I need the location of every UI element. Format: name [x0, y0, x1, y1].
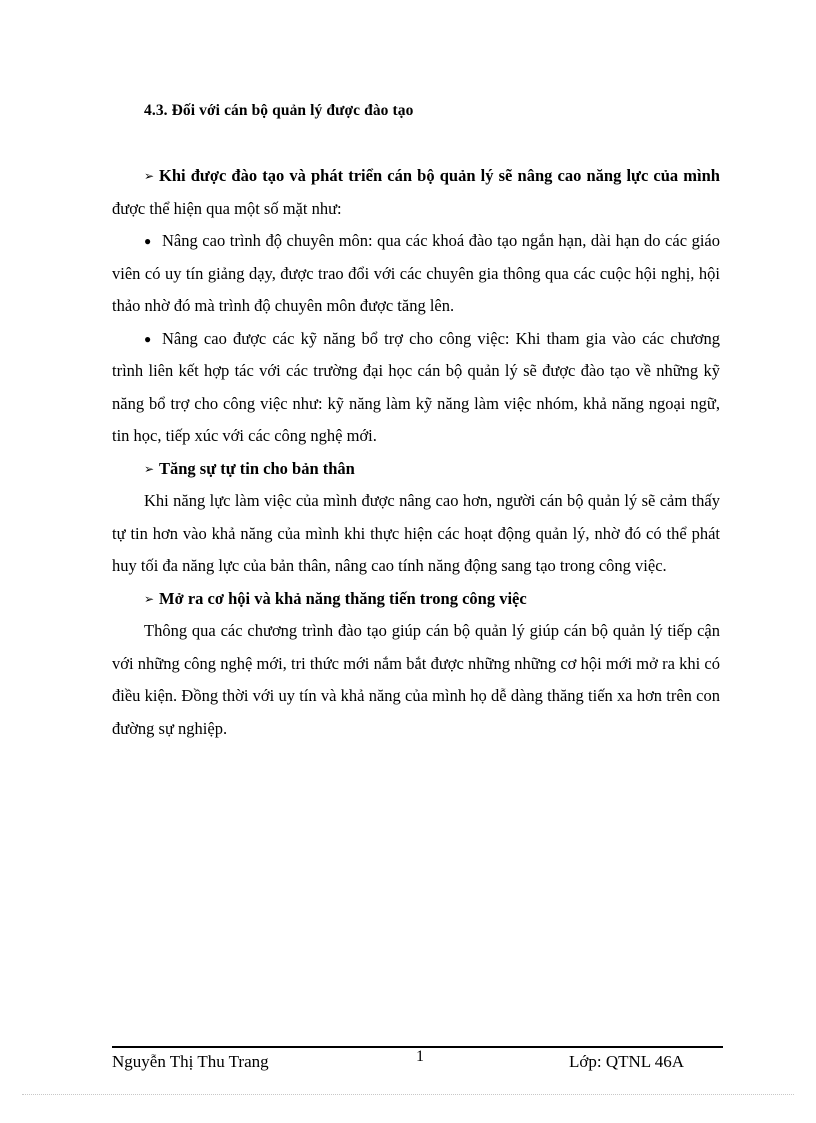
footer-author: Nguyễn Thị Thu Trang — [112, 1052, 269, 1071]
subsection-capability-title: Khi được đào tạo và phát triển cán bộ quản lý sẽ nâng cao năng lực của mình — [159, 166, 720, 185]
bullet-text: Nâng cao được các kỹ năng bổ trợ cho công việc: Khi tham gia vào các chương trình liên kết hợp tác với các trường đại học cán bộ quản lý sẽ được đào tạo về những kỹ năng bổ trợ cho công việc như: kỹ năng làm kỹ năng làm việc nhóm, khả năng ngoại ngữ, tin học, tiếp xúc với các công nghệ mới. — [112, 328, 720, 445]
subsection-confidence-title: Tăng sự tự tin cho bản thân — [159, 458, 355, 478]
arrow-bullet-icon: ➢ — [144, 169, 155, 183]
paragraph-promotion: Thông qua các chương trình đào tạo giúp cán bộ quản lý giúp cán bộ quản lý tiếp cận với những công nghệ mới, tri thức mới nắm bắt được những những cơ hội mới mở ra khi có điều kiện. Đồng thời với uy tín và khả năng của mình họ dễ dàng thăng tiến xa hơn trên con đường sự nghiệp. — [112, 621, 720, 738]
footer-page-number: 1 — [416, 1048, 424, 1065]
subsection-promotion — [112, 583, 720, 616]
paragraph-confidence: Khi năng lực làm việc của mình được nâng cao hơn, người cán bộ quản lý sẽ cảm thấy tự tin hơn vào khả năng của mình khi thực hiện các hoạt động quản lý, nhờ đó có thể phát huy tối đa năng lực của bản thân, nâng cao tính năng động sang tạo trong công việc. — [112, 491, 720, 575]
subsection-capability-rest: được thể hiện qua một số mặt như: — [112, 198, 342, 218]
document-body — [112, 160, 720, 745]
section-heading: 4.3. Đối với cán bộ quản lý được đào tạo — [144, 102, 414, 119]
bullet-item — [112, 225, 720, 323]
arrow-bullet-icon: ➢ — [144, 591, 155, 606]
page-bottom-edge — [22, 1094, 794, 1095]
arrow-bullet-icon: ➢ — [144, 461, 155, 476]
subsection-confidence — [112, 453, 720, 486]
bullet-text: Nâng cao trình độ chuyên môn: qua các khoá đào tạo ngắn hạn, dài hạn do các giáo viên có uy tín giảng dạy, được trao đổi với các chuyên gia thông qua các cuộc hội nghị, hội thảo nhờ đó mà trình độ chuyên môn được tăng lên. — [112, 231, 720, 315]
subsection-promotion-title: Mở ra cơ hội và khả năng thăng tiến trong công việc — [159, 588, 527, 608]
bullet-item — [112, 323, 720, 453]
subsection-capability — [112, 160, 720, 225]
bullet-dot-icon: ● — [144, 331, 152, 346]
footer-class: Lớp: QTNL 46A — [569, 1052, 685, 1071]
bullet-dot-icon: ● — [144, 234, 152, 248]
